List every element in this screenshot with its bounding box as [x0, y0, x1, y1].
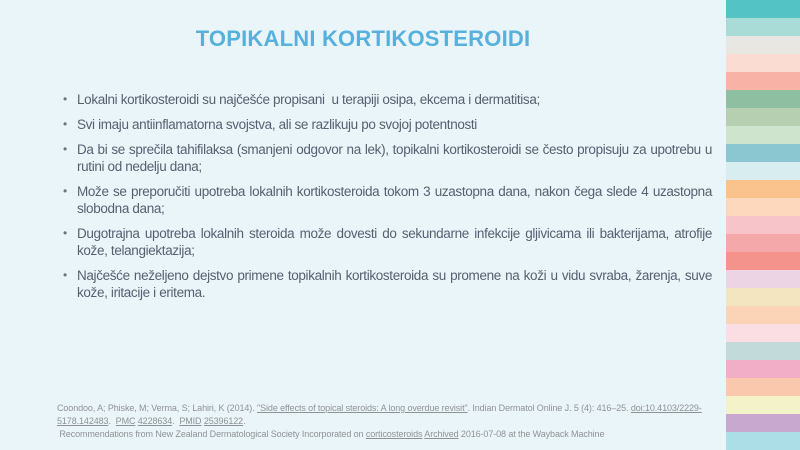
citation-link[interactable]: corticosteroids [365, 429, 423, 439]
stripe [726, 216, 800, 234]
citation [57, 402, 712, 441]
stripe [726, 396, 800, 414]
stripe-bar [726, 0, 800, 450]
citation-text: . [172, 416, 180, 426]
bullet-item: • Da bi se sprečila tahifilaksa (smanjeni odgovor na lek), topikalni kortikosteroidi se često propisuju za upotrebu u rutini od nedelju dana; [63, 141, 712, 175]
citation-text: 2016-07-08 at the Wayback Machine [458, 429, 605, 439]
bullet-list [63, 91, 712, 309]
citation-text: . Indian Dermatol Online J. 5 (4): 416–25. [467, 403, 631, 413]
bullet-item: • Najčešće neželjeno dejstvo primene topikalnih kortikosteroida su promene na koži u vidu svraba, žarenja, suve kože, iritacije i eritema. [63, 267, 712, 301]
citation-link[interactable]: PMID [179, 416, 202, 426]
citation-link[interactable]: Archived [424, 429, 459, 439]
citation-link[interactable]: doi:10.4103/2229-5178.142483 [57, 403, 702, 426]
stripe [726, 288, 800, 306]
citation-reference-2 [57, 428, 712, 441]
citation-text: Recommendations from New Zealand Dermatological Society Incorporated on [57, 429, 366, 439]
citation-link[interactable]: PMC [115, 416, 136, 426]
stripe [726, 162, 800, 180]
citation-text: Coondoo, A; Phiske, M; Verma, S; Lahiri, K (2014). [57, 403, 258, 413]
stripe [726, 126, 800, 144]
citation-reference-1 [57, 402, 712, 428]
stripe [726, 342, 800, 360]
slide-title: TOPIKALNI KORTIKOSTEROIDI [195, 26, 531, 51]
stripe [726, 0, 800, 18]
citation-link[interactable]: 25396122 [203, 416, 244, 426]
stripe [726, 144, 800, 162]
stripe [726, 18, 800, 36]
citation-link[interactable]: 4228634 [137, 416, 173, 426]
stripe [726, 180, 800, 198]
bullet-item: • Dugotrajna upotreba lokalnih steroida može dovesti do sekundarne infekcije gljivicama ili bakterijama, atrofije kože, telangiektazija; [63, 225, 712, 259]
citation-link[interactable]: "Side effects of topical steroids: A long overdue revisit" [257, 403, 468, 413]
stripe [726, 54, 800, 72]
stripe [726, 432, 800, 450]
bullet-item: • Svi imaju antiinflamatorna svojstva, ali se razlikuju po svojoj potentnosti [63, 116, 712, 133]
bullet-item: • Može se preporučiti upotreba lokalnih kortikosteroida tokom 3 uzastopna dana, nakon čega slede 4 uzastopna slobodna dana; [63, 183, 712, 217]
stripe [726, 108, 800, 126]
stripe [726, 36, 800, 54]
stripe [726, 324, 800, 342]
stripe [726, 414, 800, 432]
stripe [726, 360, 800, 378]
stripe [726, 378, 800, 396]
stripe [726, 198, 800, 216]
stripe [726, 306, 800, 324]
stripe [726, 234, 800, 252]
stripe [726, 90, 800, 108]
bullet-item: • Lokalni kortikosteroidi su najčešće propisani u terapiji osipa, ekcema i dermatitisa; [63, 91, 712, 108]
stripe [726, 72, 800, 90]
citation-text: . [108, 416, 116, 426]
stripe [726, 270, 800, 288]
stripe [726, 252, 800, 270]
citation-text: . [243, 416, 246, 426]
